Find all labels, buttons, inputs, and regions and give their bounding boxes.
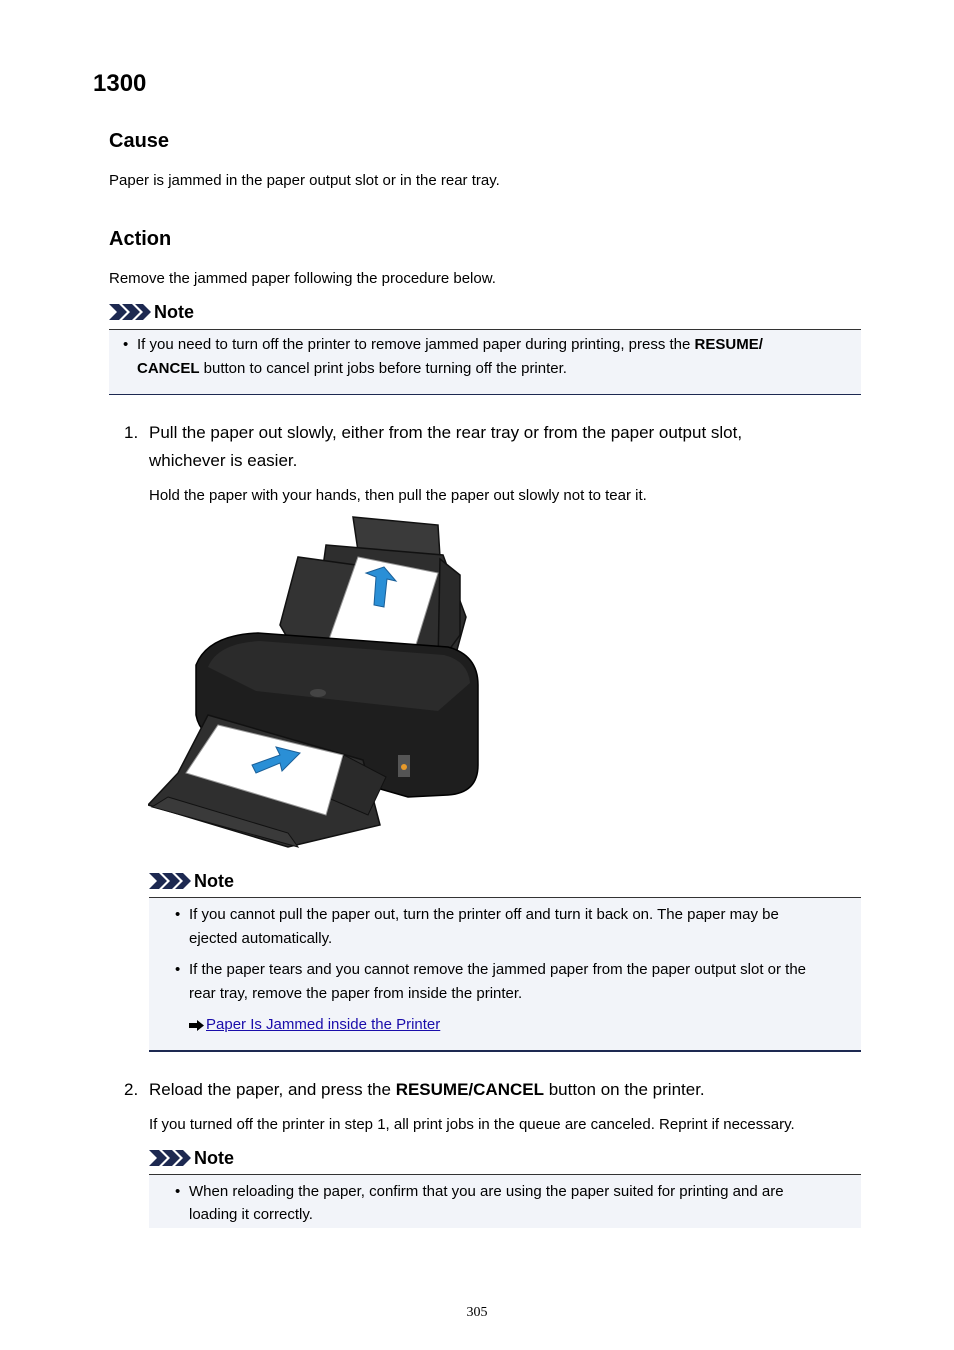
right-arrow-icon: [189, 1020, 204, 1031]
resume-cancel-label: CANCEL: [137, 360, 200, 377]
list-item: [175, 958, 855, 1006]
resume-cancel-label: RESUME/CANCEL: [395, 1080, 544, 1099]
cause-heading: Cause: [109, 130, 170, 152]
note-box: [149, 897, 861, 1052]
note-text: If the paper tears and you cannot remove the jammed paper from the paper output slot or the: [189, 961, 807, 978]
note-text: rear tray, remove the paper from inside the printer.: [189, 985, 523, 1002]
page-title: 1300: [93, 70, 147, 97]
bullet: •: [175, 1183, 181, 1200]
note-label: Note: [194, 1147, 234, 1168]
related-link[interactable]: [189, 1013, 440, 1037]
note-text: When reloading the paper, confirm that you are using the paper suited for printing and are: [189, 1183, 784, 1200]
step-number: 1.: [124, 423, 139, 442]
step-2: [124, 1076, 844, 1104]
step-1: [124, 419, 844, 475]
note-label: Note: [194, 870, 234, 891]
note-text: button to cancel print jobs before turning off the printer.: [199, 360, 567, 377]
step-text: whichever is easier.: [149, 451, 298, 470]
note-text: If you cannot pull the paper out, turn the printer off and turn it back on. The paper may be: [189, 906, 779, 923]
cause-text: Paper is jammed in the paper output slot or in the rear tray.: [109, 172, 500, 189]
triple-chevron-icon: [149, 1150, 191, 1166]
step-number: 2.: [124, 1080, 139, 1099]
step-1-detail: Hold the paper with your hands, then pull the paper out slowly not to tear it.: [149, 487, 647, 504]
printer-illustration: [148, 515, 482, 849]
list-item: [175, 1180, 855, 1228]
step-text: Pull the paper out slowly, either from the rear tray or from the paper output slot,: [149, 423, 743, 442]
bullet: •: [175, 906, 181, 923]
note-text: If you need to turn off the printer to remove jammed paper during printing, press the: [137, 336, 695, 353]
step-text: Reload the paper, and press the: [149, 1080, 396, 1099]
bullet: •: [123, 336, 129, 353]
note-text: loading it correctly.: [189, 1206, 313, 1223]
list-item: [123, 333, 843, 381]
action-heading: Action: [109, 228, 172, 250]
action-text: Remove the jammed paper following the procedure below.: [109, 270, 496, 287]
list-item: [175, 903, 855, 951]
paper-jammed-inside-link[interactable]: Paper Is Jammed inside the Printer: [206, 1016, 441, 1033]
step-text: button on the printer.: [543, 1080, 705, 1099]
note-heading: [149, 1148, 234, 1168]
page-number: 305: [466, 1305, 488, 1320]
note-box: [149, 1174, 861, 1228]
triple-chevron-icon: [149, 873, 191, 889]
step-2-detail: If you turned off the printer in step 1, all print jobs in the queue are canceled. Reprint if necessary.: [149, 1116, 795, 1133]
triple-chevron-icon: [109, 304, 151, 320]
note-label: Note: [154, 301, 194, 322]
resume-cancel-label: RESUME/: [694, 336, 763, 353]
note-text: ejected automatically.: [189, 930, 333, 947]
note-box: [109, 329, 861, 395]
note-heading: [109, 302, 194, 322]
note-heading: [149, 871, 234, 891]
bullet: •: [175, 961, 181, 978]
